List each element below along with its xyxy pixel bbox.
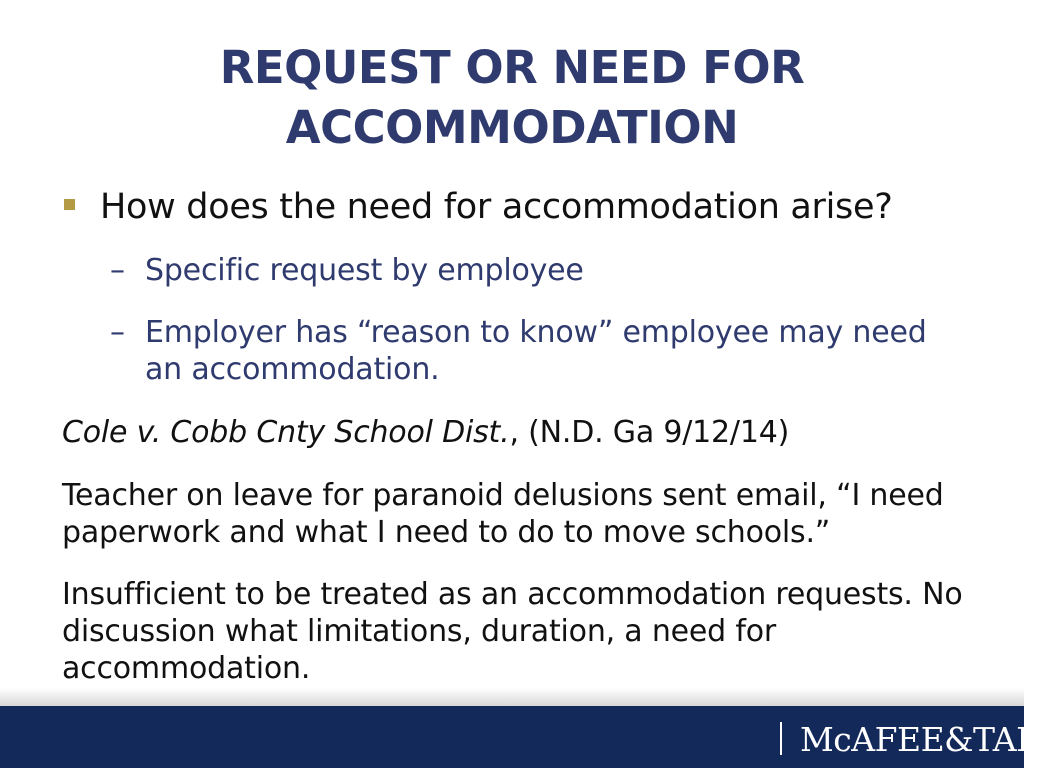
- sub-bullet-2: [110, 314, 940, 388]
- case-name: Cole v. Cobb Cnty School Dist.: [62, 415, 510, 450]
- main-bullet-text: How does the need for accommodation arise?: [100, 187, 893, 227]
- dash-icon: –: [110, 253, 125, 288]
- slide-title: [0, 38, 1024, 158]
- sub-bullet-1: [110, 252, 940, 289]
- case-citation: [62, 414, 982, 451]
- company-logo: McAFEE&TAFT: [800, 720, 1060, 759]
- logo-divider: [780, 722, 782, 755]
- dash-icon: –: [110, 315, 125, 350]
- insufficient-paragraph: Insufficient to be treated as an accommodation requests. No discussion what limitations, duration, a need for accommodation.: [62, 577, 963, 686]
- square-bullet-icon: [64, 199, 75, 210]
- title-line-1: REQUEST OR NEED FOR: [219, 41, 805, 94]
- footer-shadow: [0, 688, 1024, 706]
- title-line-2: ACCOMMODATION: [285, 101, 739, 154]
- sub-bullet-2-text: Employer has “reason to know” employee may need an accommodation.: [145, 315, 927, 387]
- sub-bullet-1-text: Specific request by employee: [145, 253, 584, 288]
- teacher-paragraph: Teacher on leave for paranoid delusions sent email, “I need paperwork and what I need to do to move schools.”: [62, 478, 944, 550]
- case-details: , (N.D. Ga 9/12/14): [509, 415, 790, 450]
